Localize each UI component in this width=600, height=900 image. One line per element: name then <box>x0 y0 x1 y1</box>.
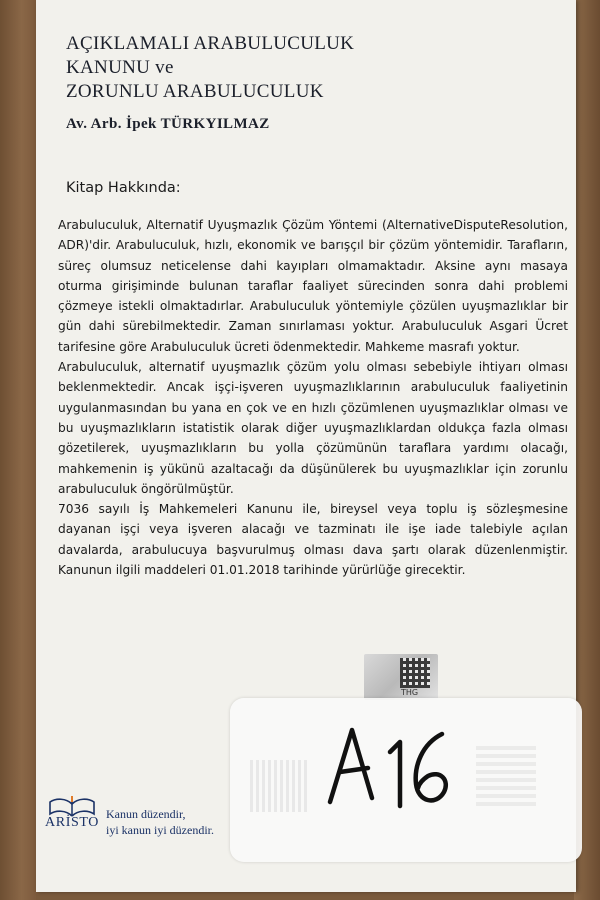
handwritten-label-a16 <box>324 722 464 812</box>
publisher-name: ARİSTO <box>45 815 99 830</box>
qr-code-icon <box>400 658 430 688</box>
description-paragraph: Arabuluculuk, alternatif uyuşmazlık çözüm yolu olması sebebiyle ihtiyarı olması beklenmektedir. Ancak işçi-işveren uyuşmazlıklarının arabuluculuk faaliyetinin uygulanmasından bu yana en çok ve en hızlı çözümlenen uyuşmazlıklar olması ve bu uyuşmazlıkların istatistik olarak diğer uyuşmazlıklardan oldukça fazla olması gözetilerek, uyuşmazlıkların bu yolla çözümünün taraflara yardımı olacağı, mahkemenin iş yükünü azaltacağı da düşünülerek bu uyuşmazlıklar için zorunlu arabuluculuk öngörülmüştür. <box>58 360 568 496</box>
qr-shadow <box>476 746 536 806</box>
book-title <box>66 32 354 104</box>
label-sticker <box>230 698 582 862</box>
slogan-line-2: iyi kanun iyi düzendir. <box>106 823 214 837</box>
book-description <box>58 215 568 580</box>
description-paragraph: Arabuluculuk, Alternatif Uyuşmazlık Çözüm Yöntemi (AlternativeDisputeResolution, ADR)'dir. Arabuluculuk, hızlı, ekonomik ve barışçıl bir çözüm yöntemidir. Tarafların, süreç olumsuz neticelense dahi kayıpları olmamaktadır. Aksine aynı masaya oturma girişiminde bulunan taraflar faaliyet sürecinden sonra dahi problemi çözmeye istekli olmaktadırlar. Arabuluculuk yöntemiyle çözülen uyuşmazlıklar bir gün dahi sürebilmektedir. Zaman sınırlaması yoktur. Arabuluculuk Asgari Ücret tarifesine göre Arabuluculuk ücreti ödenmektedir. Mahkeme masrafı yoktur. <box>58 218 568 354</box>
author-name: Av. Arb. İpek TÜRKYILMAZ <box>66 116 270 132</box>
hologram-code: THG <box>401 688 419 697</box>
publisher-slogan <box>106 806 214 838</box>
title-line-2: KANUNU ve <box>66 57 174 78</box>
publisher-logo <box>42 794 114 838</box>
title-line-1: AÇIKLAMALI ARABULUCULUK <box>66 33 355 54</box>
book-back-cover <box>36 0 576 892</box>
section-heading: Kitap Hakkında: <box>66 180 181 196</box>
table-surface-left <box>0 0 36 900</box>
description-paragraph: 7036 sayılı İş Mahkemeleri Kanunu ile, bireysel veya toplu iş sözleşmesine dayanan işçi veya işveren alacağı ve tazminatı ile işe iade talebiyle açılan davalarda, arabulucuya başvurulmuş olması dava şartı olarak düzenlenmiştir. Kanunun ilgili maddeleri 01.01.2018 tarihinde yürürlüğe girecektir. <box>58 502 568 578</box>
slogan-line-1: Kanun düzendir, <box>106 807 186 821</box>
title-line-3: ZORUNLU ARABULUCULUK <box>66 81 324 102</box>
barcode-shadow <box>250 760 310 812</box>
